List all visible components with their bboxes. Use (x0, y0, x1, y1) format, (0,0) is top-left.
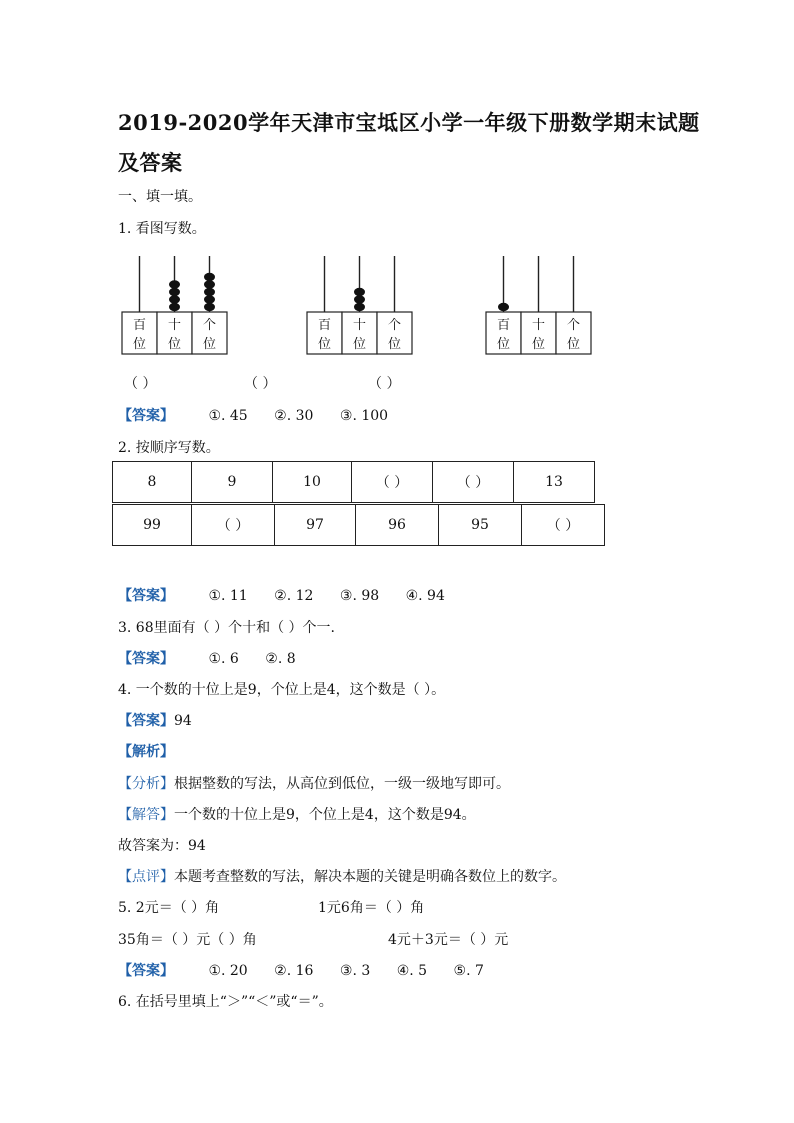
q2-answer-2: ②. 12 (274, 588, 314, 604)
q1-answer-1: ①. 45 (208, 408, 248, 424)
q4-answer-row (118, 710, 192, 730)
q3-answer-2: ②. 8 (265, 651, 296, 667)
q5-part-3: 35角＝（ ）元（ ）角 (118, 932, 257, 948)
q5-answer-row (118, 960, 484, 980)
q2-text: 2. 按顺序写数。 (118, 440, 220, 456)
q3-answer-1: ①. 6 (208, 651, 239, 667)
seq-cell: 13 (514, 462, 595, 503)
jieda-tag: 【解答】 (118, 807, 174, 823)
q6-text: 6. 在括号里填上“＞”“＜”或“＝”。 (118, 994, 333, 1010)
answer-tag: 【答案】 (118, 408, 174, 424)
abacus-label: 位 (202, 337, 217, 352)
seq-cell: 99 (113, 505, 192, 546)
q1-blank-1[interactable]: （ ） (124, 376, 157, 392)
abacus-label: 位 (352, 337, 367, 352)
q2-answer-row (118, 585, 445, 605)
abacus-label: 位 (317, 337, 332, 352)
seq-cell: 95 (439, 505, 522, 546)
abacus-bead (169, 295, 180, 303)
q5-part-4: 4元＋3元＝（ ）元 (388, 932, 509, 948)
seq-cell-blank[interactable]: （ ） (522, 505, 605, 546)
abacus-label: 个 (566, 318, 581, 333)
abacus-label: 十 (352, 318, 367, 333)
abacus-bead (169, 288, 180, 296)
seq-cell-blank[interactable]: （ ） (192, 505, 275, 546)
q3-text: 3. 68里面有（ ）个十和（ ）个一. (118, 620, 335, 636)
q4-answer: 94 (174, 713, 192, 729)
answer-tag: 【答案】 (118, 651, 174, 667)
seq-cell-blank[interactable]: （ ） (433, 462, 514, 503)
answer-tag: 【答案】 (118, 588, 174, 604)
abacus-2 (307, 256, 412, 354)
dianping-tag: 【点评】 (118, 869, 174, 885)
abacus-label: 位 (387, 337, 402, 352)
abacus-label: 十 (167, 318, 182, 333)
q1-answer-row (118, 405, 388, 425)
abacus-bead (204, 280, 215, 288)
abacus-label: 十 (531, 318, 546, 333)
abacus-bead (204, 295, 215, 303)
abacus-bead (204, 273, 215, 281)
q5-answer-3: ③. 3 (339, 963, 371, 979)
q1-answer-3: ③. 100 (339, 408, 389, 424)
q5-answer-4: ④. 5 (396, 963, 428, 979)
dianping-text: 本题考查整数的写法，解决本题的关键是明确各数位上的数字。 (174, 869, 566, 885)
seq-cell: 96 (356, 505, 439, 546)
page-title-line2: 及答案 (118, 150, 183, 175)
seq-cell: 8 (113, 462, 192, 503)
q4-jieda (118, 804, 476, 824)
sequence-table-row2 (112, 504, 605, 546)
q5-answer-2: ②. 16 (274, 963, 314, 979)
abacus-label: 位 (566, 337, 581, 352)
abacus-label: 位 (132, 337, 147, 352)
abacus-bead (354, 288, 365, 296)
q5-answer-1: ①. 20 (208, 963, 248, 979)
q4-text: 4. 一个数的十位上是9，个位上是4，这个数是（ ）。 (118, 682, 446, 698)
abacus-bead (169, 280, 180, 288)
seq-cell-blank[interactable]: （ ） (352, 462, 433, 503)
seq-cell: 9 (192, 462, 273, 503)
abacus-bead (354, 303, 365, 311)
q4-analysis-tag: 【解析】 (118, 744, 174, 760)
abacus-diagrams (110, 250, 610, 360)
abacus-1 (122, 256, 227, 354)
abacus-label: 百 (496, 318, 511, 333)
q4-fenxi (118, 773, 510, 793)
abacus-label: 百 (317, 318, 332, 333)
abacus-bead (498, 303, 509, 311)
abacus-bead (204, 303, 215, 311)
answer-tag: 【答案】 (118, 713, 174, 729)
q1-blank-2[interactable]: （ ） (244, 376, 277, 392)
seq-cell: 97 (275, 505, 356, 546)
section-heading: 一、填一填。 (118, 189, 202, 205)
jieda-text: 一个数的十位上是9，个位上是4，这个数是94。 (174, 807, 476, 823)
abacus-label: 百 (132, 318, 147, 333)
fenxi-text: 根据整数的写法，从高位到低位，一级一级地写即可。 (174, 776, 510, 792)
sequence-table-row1 (112, 461, 595, 503)
q2-answer-4: ④. 94 (405, 588, 445, 604)
q5-part-2: 1元6角＝（ ）角 (318, 900, 425, 916)
q3-answer-row (118, 648, 296, 668)
seq-cell: 10 (273, 462, 352, 503)
page-title-line1: 2019-2020学年天津市宝坻区小学一年级下册数学期末试题 (118, 110, 700, 135)
q1-blank-3[interactable]: （ ） (368, 376, 401, 392)
abacus-label: 个 (202, 318, 217, 333)
q4-dianping (118, 866, 566, 886)
abacus-label: 个 (387, 318, 402, 333)
q2-answer-1: ①. 11 (208, 588, 248, 604)
q1-answer-2: ②. 30 (274, 408, 314, 424)
abacus-bead (354, 295, 365, 303)
abacus-label: 位 (496, 337, 511, 352)
abacus-3 (486, 256, 591, 354)
q1-text: 1. 看图写数。 (118, 221, 206, 237)
q5-part-1: 5. 2元＝（ ）角 (118, 900, 220, 916)
abacus-bead (204, 288, 215, 296)
q2-answer-3: ③. 98 (339, 588, 380, 604)
answer-tag: 【答案】 (118, 963, 174, 979)
fenxi-tag: 【分析】 (118, 776, 174, 792)
q5-answer-5: ⑤. 7 (453, 963, 484, 979)
q4-conclusion: 故答案为：94 (118, 838, 206, 854)
abacus-label: 位 (167, 337, 182, 352)
abacus-label: 位 (531, 337, 546, 352)
abacus-bead (169, 303, 180, 311)
